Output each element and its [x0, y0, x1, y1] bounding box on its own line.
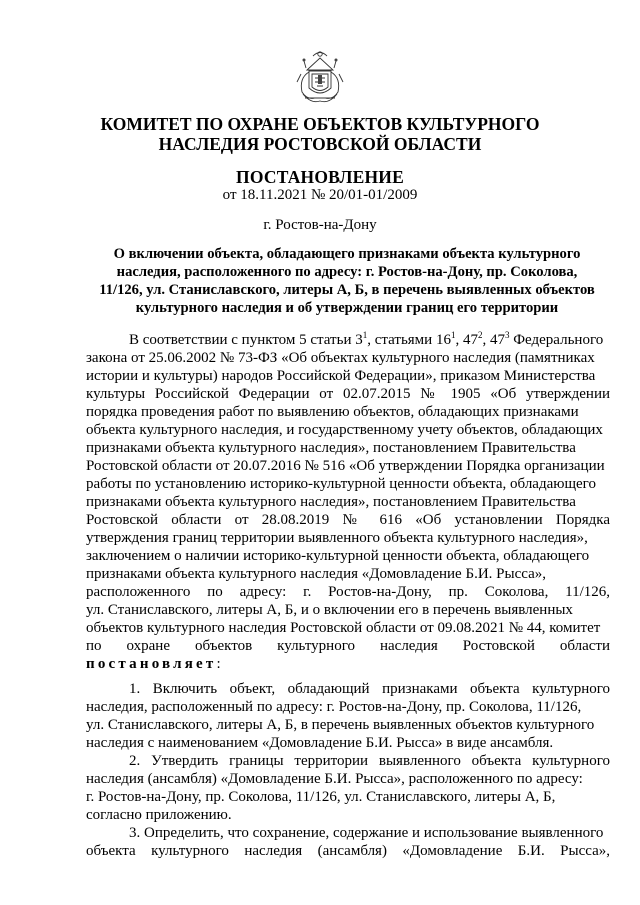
document-city: г. Ростов-на-Дону [263, 217, 377, 233]
item-line: наследия, расположенный по адресу: г. Ростов-на-Дону, пр. Соколова, 11/126, [86, 699, 582, 715]
document-type: ПОСТАНОВЛЕНИЕ [236, 167, 404, 187]
item-line: 3. Определить, что сохранение, содержание и использование выявленного [129, 825, 604, 841]
preamble-line: закона от 25.06.2002 № 73-ФЗ «Об объектах культурного наследия (памятниках [86, 350, 595, 366]
preamble-line: утверждения границ территории выявленного объекта культурного наследия», [86, 530, 588, 546]
preamble-line: культуры Российской Федерации от 02.07.2015 № 1905 «Об утверждении [86, 386, 610, 402]
resolves-word: постановляет [86, 656, 217, 672]
org-name-line2: НАСЛЕДИЯ РОСТОВСКОЙ ОБЛАСТИ [158, 134, 482, 154]
subject-line: наследия, расположенного по адресу: г. Ростов-на-Дону, пр. Соколова, [116, 264, 578, 280]
preamble-paragraph [86, 331, 610, 673]
item-line: наследия (ансамбля) «Домовладение Б.И. Рысса», расположенного по адресу: [86, 771, 583, 787]
item-line: согласно приложению. [86, 807, 232, 823]
item-1-paragraph [86, 680, 610, 752]
preamble-line: В соответствии с пунктом 5 статьи $3^1$, статьями $16^1$, $47^2$, $47^3$ Федерального [129, 330, 604, 348]
preamble-line: объектов культурного наследия Ростовской области от 09.08.2021 № 44, комитет [86, 620, 601, 636]
preamble-line: работы по установлению историко-культурной ценности объекта, обладающего [86, 476, 596, 492]
preamble-line: признаками объекта культурного наследия», постановлением Правительства [86, 494, 576, 510]
item-line: г. Ростов-на-Дону, пр. Соколова, 11/126, ул. Станиславского, литеры А, Б, [86, 789, 556, 805]
item-3-paragraph [86, 824, 610, 860]
preamble-line: заключением о наличии историко-культурной ценности объекта, обладающего [86, 548, 590, 564]
preamble-line: порядка проведения работ по выявлению объектов, обладающих признаками [86, 404, 579, 420]
preamble-line: расположенного по адресу: г. Ростов-на-Дону, пр. Соколова, 11/126, [86, 584, 610, 600]
preamble-line: Ростовской области от 20.07.2016 № 516 «Об утверждении Порядка организации [86, 458, 605, 474]
rostov-oblast-coat-of-arms-icon [293, 48, 347, 106]
preamble-line: ул. Станиславского, литеры А, Б, и о включении его в перечень выявленных [86, 602, 573, 618]
item-line: 2. Утвердить границы территории выявленного объекта культурного [129, 753, 610, 769]
item-line: ул. Станиславского, литеры А, Б, в перечень выявленных объектов культурного [86, 717, 595, 733]
preamble-line: Ростовской области от 28.08.2019 № 616 «Об установлении Порядка [86, 512, 610, 528]
item-2-paragraph [86, 752, 610, 824]
document-subject [86, 245, 608, 317]
subject-line: О включении объекта, обладающего признаками объекта культурного [113, 246, 581, 262]
resolves-line: постановляет: [86, 656, 221, 672]
document-date-number: от 18.11.2021 № 20/01-01/2009 [222, 187, 418, 203]
preamble-line: объекта культурного наследия, и государственному учету объектов, обладающих [86, 422, 603, 438]
item-line: наследия с наименованием «Домовладение Б.И. Рысса» в виде ансамбля. [86, 735, 554, 751]
item-line: объекта культурного наследия (ансамбля) «Домовладение Б.И. Рысса», [86, 843, 610, 859]
subject-line: 11/126, ул. Станиславского, литеры А, Б, в перечень выявленных объектов [99, 282, 595, 298]
subject-line: культурного наследия и об утверждении границ его территории [135, 300, 559, 316]
preamble-line: признаками объекта культурного наследия», постановлением Правительства [86, 440, 576, 456]
preamble-line: по охране объектов культурного наследия Ростовской области [86, 638, 610, 654]
preamble-line: истории и культуры) народов Российской Федерации», приказом Министерства [86, 368, 596, 384]
org-name-line1: КОМИТЕТ ПО ОХРАНЕ ОБЪЕКТОВ КУЛЬТУРНОГО [100, 114, 540, 134]
preamble-line: признаками объекта культурного наследия «Домовладение Б.И. Рысса», [86, 566, 546, 582]
item-line: 1. Включить объект, обладающий признаками объекта культурного [129, 681, 610, 697]
